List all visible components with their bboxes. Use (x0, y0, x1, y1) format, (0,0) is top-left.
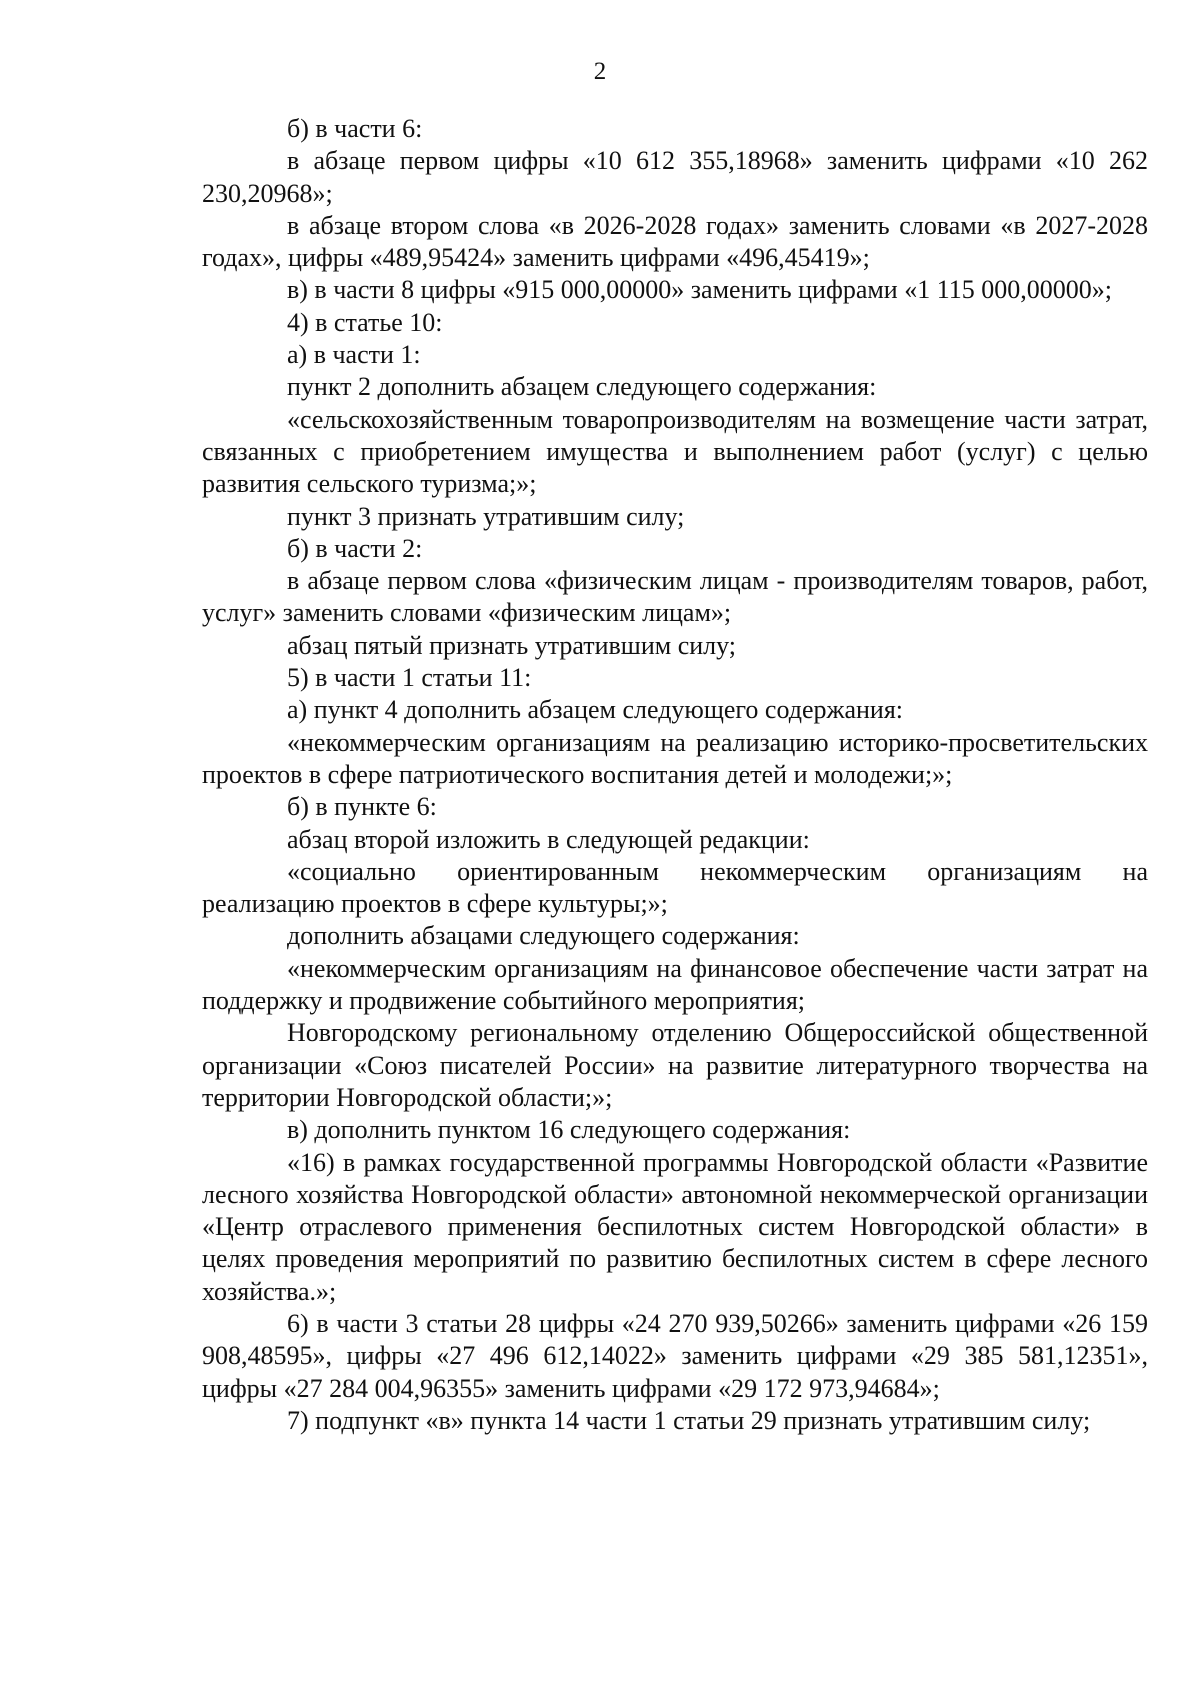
paragraph: абзац второй изложить в следующей редакции: (287, 824, 810, 854)
paragraph: 5) в части 1 статьи 11: (287, 663, 532, 693)
paragraph: в) дополнить пунктом 16 следующего содержания: (287, 1115, 851, 1145)
paragraph: б) в пункте 6: (287, 792, 437, 822)
paragraph: пункт 3 признать утратившим силу; (287, 501, 685, 531)
paragraph: в) в части 8 цифры «915 000,00000» заменить цифрами «1 115 000,00000»; (287, 275, 1112, 305)
paragraph: 4) в статье 10: (287, 307, 443, 337)
paragraph: «некоммерческим организациям на реализацию историко-просветительских проектов в сфере патриотического воспитания детей и молодежи;»; (202, 727, 1148, 789)
paragraph: 6) в части 3 статьи 28 цифры «24 270 939,50266» заменить цифрами «26 159 908,48595», цифры «27 496 612,14022» заменить цифрами «29 385 581,12351», цифры «27 284 004,96355» заменить цифрами «29 172 973,94684»; (202, 1308, 1148, 1403)
paragraph: пункт 2 дополнить абзацем следующего содержания: (287, 372, 877, 402)
paragraph: в абзаце первом цифры «10 612 355,18968» заменить цифрами «10 262 230,20968»; (202, 146, 1148, 208)
page-number: 2 (593, 58, 607, 85)
paragraph: дополнить абзацами следующего содержания: (287, 921, 800, 951)
paragraph: в абзаце первом слова «физическим лицам - производителям товаров, работ, услуг» заменить словами «физическим лицам»; (202, 566, 1148, 628)
paragraph: б) в части 6: (287, 114, 423, 143)
paragraph: «16) в рамках государственной программы Новгородской области «Развитие лесного хозяйства Новгородской области» автономной некоммерческой организации «Центр отраслевого применения беспилотных систем Новгородской области» в целях проведения мероприятий по развитию беспилотных систем в сфере лесного хозяйства.»; (202, 1147, 1148, 1306)
paragraph: «сельскохозяйственным товаропроизводителям на возмещение части затрат, связанных с приобретением имущества и выполнением работ (услуг) с целью развития сельского туризма;»; (202, 404, 1148, 499)
paragraph: Новгородскому региональному отделению Общероссийской общественной организации «Союз писателей России» на развитие литературного творчества на территории Новгородской области;»; (202, 1018, 1148, 1112)
paragraph: «некоммерческим организациям на финансовое обеспечение части затрат на поддержку и продвижение событийного мероприятия; (202, 953, 1148, 1016)
paragraph: «социально ориентированным некоммерческим организациям на реализацию проектов в сфере культуры;»; (202, 856, 1148, 919)
paragraph: б) в части 2: (287, 533, 423, 563)
document-body (202, 113, 1148, 1437)
paragraph: в абзаце втором слова «в 2026-2028 годах» заменить словами «в 2027-2028 годах», цифры «489,95424» заменить цифрами «496,45419»; (202, 210, 1148, 273)
paragraph: а) пункт 4 дополнить абзацем следующего содержания: (287, 695, 904, 725)
paragraph: а) в части 1: (287, 340, 421, 370)
paragraph: абзац пятый признать утратившим силу; (287, 630, 737, 660)
paragraph: 7) подпункт «в» пункта 14 части 1 статьи 29 признать утратившим силу; (287, 1405, 1091, 1435)
